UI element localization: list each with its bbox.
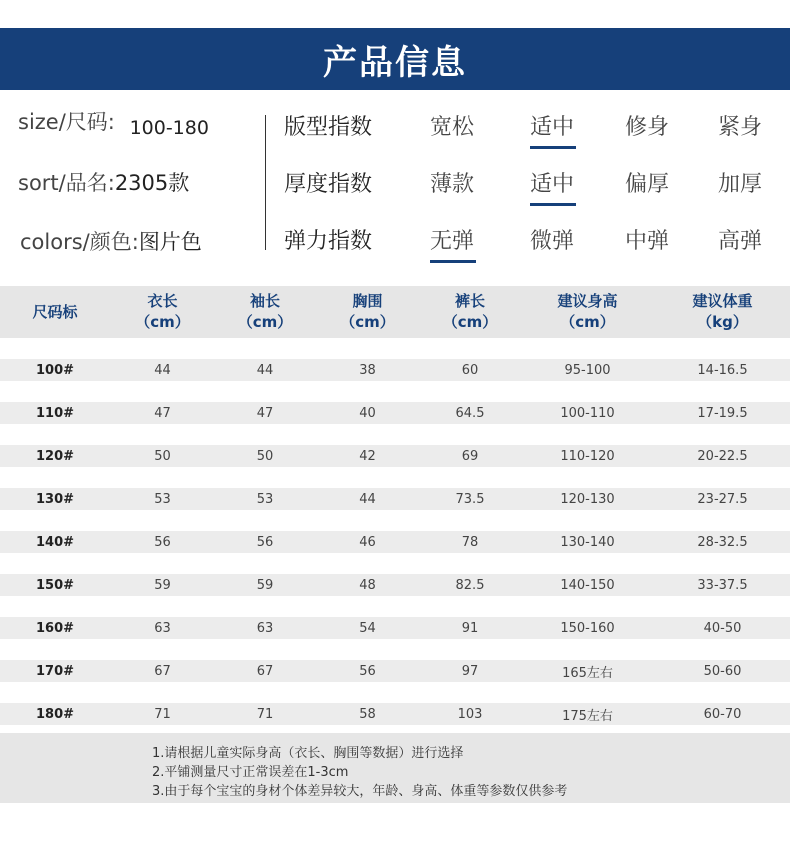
row-spacer: [0, 381, 790, 402]
table-cell: 67: [154, 663, 171, 679]
table-cell: 120#: [35, 448, 75, 464]
table-cell: 150#: [35, 577, 75, 593]
table-cell: 48: [359, 577, 376, 593]
thickness-option-thin: 薄款: [430, 172, 475, 197]
table-row: [0, 359, 790, 381]
row-spacer: [0, 510, 790, 531]
header-text: 胸围: [352, 292, 383, 310]
table-cell: 53: [154, 491, 171, 507]
stretch-option-none: 无弹: [430, 224, 510, 255]
table-row: [0, 488, 790, 510]
color-label: colors/颜色:: [20, 230, 139, 254]
header-weight: [655, 286, 790, 338]
page-title-banner: [0, 28, 790, 90]
header-sleeve: [215, 286, 315, 338]
header-text: 衣长: [147, 292, 178, 310]
header-text: （cm）: [135, 313, 190, 331]
header-text: 建议身高: [557, 292, 618, 310]
note-3: 3.由于每个宝宝的身材个体差异较大，年龄、身高、体重等参数仅供参考: [152, 784, 568, 799]
header-text: （cm）: [237, 313, 293, 331]
table-cell: 60-70: [703, 706, 742, 722]
table-cell: 71: [256, 706, 274, 722]
table-cell: 103: [457, 706, 483, 722]
row-spacer: [0, 510, 790, 531]
table-cell: 97: [461, 663, 479, 679]
table-cell: 58: [359, 706, 376, 722]
table-cell: 100#: [35, 362, 75, 378]
table-cell: 42: [359, 448, 376, 464]
table-cell: 53: [256, 491, 274, 507]
table-row: [0, 531, 790, 553]
color-value: 图片色: [138, 230, 202, 254]
table-cell: 60: [461, 362, 479, 378]
size-value: 100-180: [129, 117, 209, 139]
table-cell: 140-150: [560, 577, 615, 593]
table-cell: 120-130: [560, 491, 615, 507]
header-text: （cm）: [560, 313, 615, 331]
header-height: [520, 286, 655, 338]
size-table: [0, 286, 790, 725]
vertical-divider: [265, 115, 266, 250]
table-cell: 78: [461, 534, 479, 550]
table-cell: 47: [154, 405, 171, 421]
table-cell: 38: [359, 362, 376, 378]
table-cell: 110#: [35, 405, 75, 421]
table-cell: 59: [256, 577, 274, 593]
table-cell: 170#: [35, 663, 75, 679]
table-cell: 14-16.5: [697, 362, 748, 378]
header-length: [110, 286, 215, 338]
row-spacer: [0, 338, 790, 359]
table-cell: 40-50: [703, 620, 742, 636]
thickness-option-thicker: 偏厚: [625, 172, 670, 197]
header-text: 袖长: [249, 292, 280, 310]
fit-option-loose: 宽松: [430, 115, 475, 140]
table-cell: 44: [256, 362, 274, 378]
size-label: size/尺码:: [18, 110, 115, 134]
table-cell: 82.5: [455, 577, 485, 593]
color-info: [20, 226, 202, 256]
table-cell: 180#: [35, 706, 75, 722]
thickness-index-label: 厚度指数: [284, 172, 373, 197]
table-cell: 56: [359, 663, 376, 679]
row-spacer: [0, 596, 790, 617]
notes-panel: [0, 733, 790, 803]
table-cell: 165左右: [562, 665, 613, 681]
fit-option-tight: 紧身: [718, 115, 763, 140]
table-cell: 73.5: [455, 491, 485, 507]
table-row: [0, 703, 790, 725]
fit-index-label: 版型指数: [284, 115, 373, 140]
table-cell: 130#: [35, 491, 75, 507]
note-2: 2.平铺测量尺寸正常误差在1-3cm: [152, 765, 349, 780]
row-spacer: [0, 381, 790, 402]
table-row: [0, 617, 790, 639]
stretch-option-high: 高弹: [718, 229, 763, 254]
row-spacer: [0, 424, 790, 445]
row-spacer: [0, 424, 790, 445]
row-spacer: [0, 467, 790, 488]
table-cell: 175左右: [562, 708, 613, 724]
table-row: [0, 445, 790, 467]
table-cell: 64.5: [455, 405, 485, 421]
table-cell: 59: [154, 577, 171, 593]
row-spacer: [0, 596, 790, 617]
header-text: 尺码标: [32, 302, 78, 321]
row-spacer: [0, 553, 790, 574]
table-cell: 50: [256, 448, 274, 464]
stretch-index-label: 弹力指数: [284, 229, 373, 254]
table-row: [0, 660, 790, 682]
sort-value: 2305款: [114, 171, 190, 195]
table-cell: 91: [461, 620, 479, 636]
table-cell: 33-37.5: [697, 577, 748, 593]
header-text: （kg）: [697, 313, 748, 331]
header-text: 建议体重: [692, 292, 753, 310]
fit-option-slim: 修身: [625, 115, 670, 140]
table-cell: 46: [359, 534, 376, 550]
table-cell: 110-120: [560, 448, 615, 464]
table-cell: 44: [359, 491, 376, 507]
table-cell: 47: [256, 405, 274, 421]
table-cell: 23-27.5: [697, 491, 748, 507]
row-spacer: [0, 553, 790, 574]
fit-option-regular: 适中: [530, 110, 610, 141]
table-cell: 44: [154, 362, 171, 378]
table-cell: 50-60: [703, 663, 742, 679]
row-spacer: [0, 682, 790, 703]
row-spacer: [0, 639, 790, 660]
table-cell: 50: [154, 448, 171, 464]
row-spacer: [0, 682, 790, 703]
table-cell: 56: [154, 534, 171, 550]
table-row: [0, 574, 790, 596]
header-chest: [315, 286, 420, 338]
table-cell: 69: [461, 448, 479, 464]
header-size: [0, 286, 110, 338]
table-cell: 28-32.5: [697, 534, 748, 550]
sort-label: sort/品名:: [18, 171, 115, 195]
size-info: [18, 106, 209, 139]
table-cell: 40: [359, 405, 376, 421]
table-cell: 150-160: [560, 620, 615, 636]
table-header-row: [0, 286, 790, 338]
row-spacer: [0, 338, 790, 359]
table-cell: 130-140: [560, 534, 615, 550]
row-spacer: [0, 639, 790, 660]
header-text: （cm）: [340, 313, 395, 331]
table-cell: 67: [256, 663, 274, 679]
table-cell: 63: [256, 620, 274, 636]
sort-info: [18, 167, 189, 197]
table-cell: 56: [256, 534, 274, 550]
thickness-option-thick: 加厚: [718, 172, 763, 197]
page-title: 产品信息: [323, 42, 467, 83]
note-1: 1.请根据儿童实际身高（衣长、胸围等数据）进行选择: [152, 746, 464, 761]
table-cell: 20-22.5: [697, 448, 748, 464]
stretch-option-slight: 微弹: [530, 229, 575, 254]
header-text: 裤长: [454, 292, 485, 310]
header-text: （cm）: [442, 313, 498, 331]
table-cell: 54: [359, 620, 376, 636]
header-pants: [420, 286, 520, 338]
row-spacer: [0, 467, 790, 488]
table-cell: 95-100: [564, 362, 611, 378]
table-row: [0, 402, 790, 424]
table-cell: 17-19.5: [697, 405, 748, 421]
table-cell: 160#: [35, 620, 75, 636]
table-cell: 140#: [35, 534, 75, 550]
table-cell: 100-110: [560, 405, 615, 421]
thickness-option-regular: 适中: [530, 167, 610, 198]
stretch-option-medium: 中弹: [625, 229, 670, 254]
table-cell: 71: [154, 706, 171, 722]
table-cell: 63: [154, 620, 171, 636]
